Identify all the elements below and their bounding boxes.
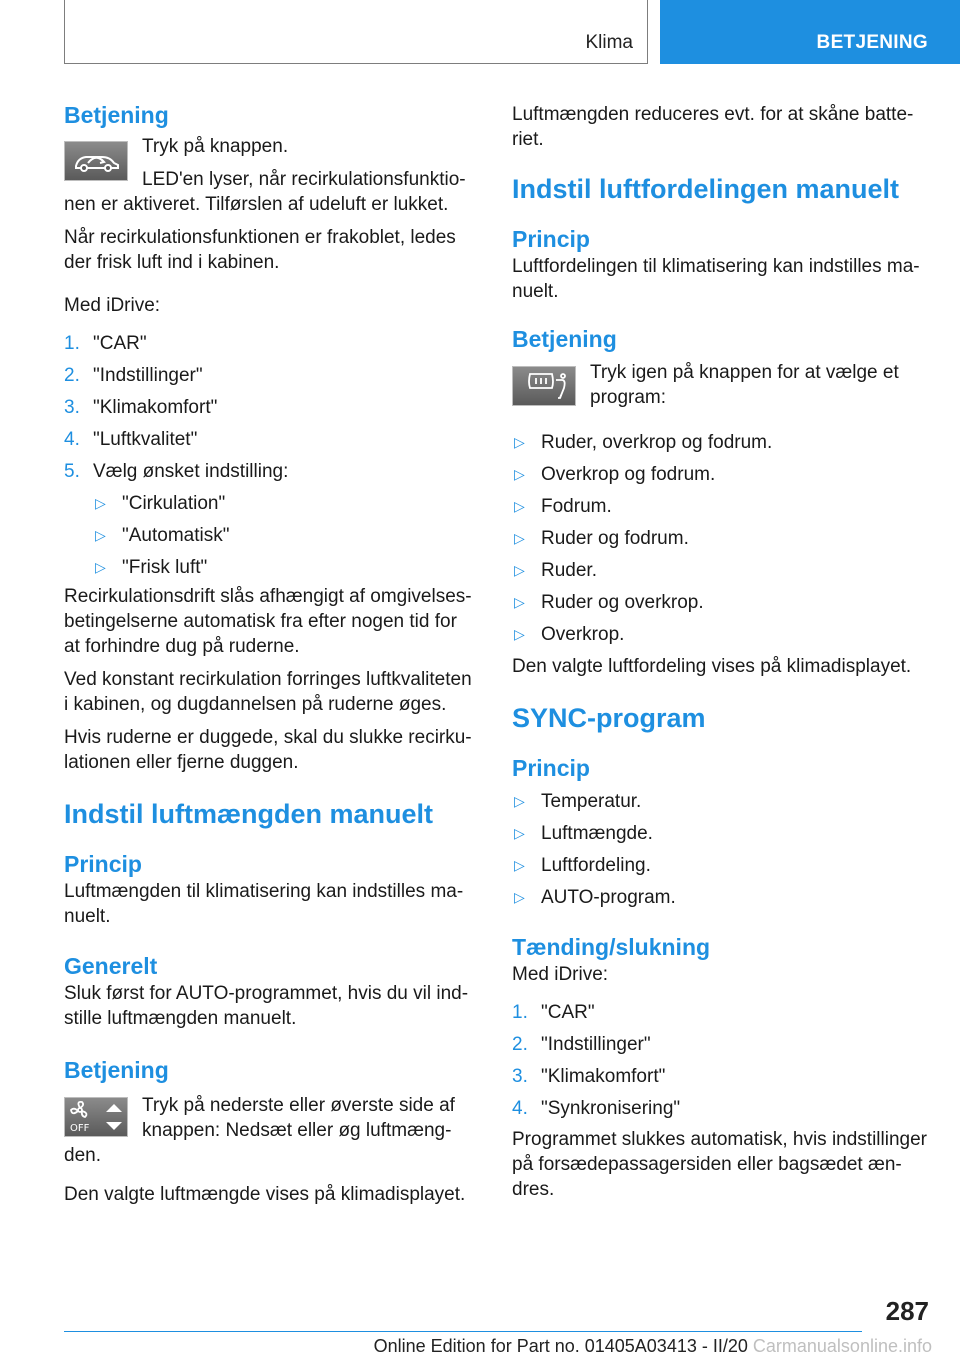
air-distribution-instruction: [512, 360, 930, 410]
footer-edition-line: [0, 1334, 932, 1359]
triangle-bullet-icon: ▷: [95, 559, 106, 575]
list-item: ▷ Ruder og overkrop.: [514, 592, 704, 613]
heading-generelt: Generelt: [64, 953, 158, 979]
heading-betjening: Betjening: [512, 326, 617, 352]
list-item: ▷ AUTO-program.: [514, 887, 676, 908]
list-item: 1. "CAR": [64, 333, 147, 354]
paragraph: Når recirkulationsfunktionen er frakoblet, ledes der frisk luft ind i kabinen.: [64, 227, 456, 273]
fan-speed-instruction: [64, 1093, 476, 1168]
list-item: ▷ Overkrop og fodrum.: [514, 464, 716, 485]
triangle-bullet-icon: ▷: [95, 495, 106, 511]
left-column: [64, 100, 476, 1207]
list-item: 4. "Luftkvalitet": [64, 429, 198, 450]
triangle-bullet-icon: ▷: [514, 530, 525, 546]
heading-taending: Tænding/slukning: [512, 934, 711, 960]
list-item: 2. "Indstillinger": [512, 1034, 651, 1055]
fan-speed-text: Tryk på nederste eller øverste side af knappen: Nedsæt eller øg luftmæng-den.: [64, 1095, 455, 1166]
header-section-box: [64, 0, 648, 64]
triangle-bullet-icon: ▷: [514, 889, 525, 905]
footer-edition: Online Edition for Part no. 01405A03413 - II/20: [373, 1336, 748, 1356]
recirculation-button-icon: [64, 141, 128, 181]
triangle-bullet-icon: ▷: [514, 626, 525, 642]
heading-princip: Princip: [512, 226, 590, 252]
paragraph: Luftmængden til klimatisering kan indstilles ma-nuelt.: [64, 881, 464, 927]
heading-betjening: Betjening: [64, 102, 169, 128]
paragraph: Luftfordelingen til klimatisering kan indstilles ma-nuelt.: [512, 256, 920, 302]
list-item: 3. "Klimakomfort": [512, 1066, 666, 1087]
paragraph: Programmet slukkes automatisk, hvis indstillinger på forsædepassagersiden eller bagsædet æn-dres.: [512, 1129, 927, 1200]
recirculation-text2: LED'en lyser, når recirkulationsfunktio-nen er aktiveret. Tilførslen af udeluft er lukket.: [64, 169, 466, 215]
triangle-bullet-icon: ▷: [514, 594, 525, 610]
list-item: 4. "Synkronisering": [512, 1098, 681, 1119]
sync-list: [512, 789, 930, 910]
list-item: ▷ "Frisk luft": [95, 557, 208, 578]
paragraph: Ved konstant recirkulation forringes luftkvaliteten i kabinen, og dugdannelsen på ruderne øges.: [64, 669, 472, 715]
triangle-bullet-icon: ▷: [514, 857, 525, 873]
paragraph: Den valgte luftfordeling vises på klimadisplayet.: [512, 656, 912, 677]
heading-princip: Princip: [64, 851, 142, 877]
list-item: ▷ Ruder.: [514, 560, 597, 581]
idrive-steps-list: [512, 1000, 930, 1121]
footer-divider: [64, 1331, 862, 1332]
list-item: 3. "Klimakomfort": [64, 397, 218, 418]
heading-luftmaengde: Indstil luftmængden manuelt: [64, 799, 433, 829]
triangle-bullet-icon: ▷: [514, 825, 525, 841]
option-sublist: [64, 491, 476, 580]
heading-sync-program: SYNC-program: [512, 703, 706, 733]
air-distribution-text: Tryk igen på knappen for at vælge et program:: [590, 362, 899, 408]
heading-princip: Princip: [512, 755, 590, 781]
idrive-steps-list: [64, 331, 476, 484]
list-item: ▷ Luftfordeling.: [514, 855, 651, 876]
paragraph: Luftmængden reduceres evt. for at skåne batte-riet.: [512, 104, 914, 150]
paragraph: Recirkulationsdrift slås afhængigt af omgivelses-betingelserne automatisk fra efter nogen tid for at forhindre dug på ruderne.: [64, 586, 472, 657]
triangle-bullet-icon: ▷: [95, 527, 106, 543]
list-item: ▷ Luftmængde.: [514, 823, 653, 844]
list-item: ▷ "Cirkulation": [95, 493, 226, 514]
heading-luftfordeling: Indstil luftfordelingen manuelt: [512, 174, 899, 204]
paragraph: Med iDrive:: [512, 964, 609, 985]
list-item: ▷ Temperatur.: [514, 791, 642, 812]
paragraph: Sluk først for AUTO-programmet, hvis du vil ind-stille luftmængden manuelt.: [64, 983, 469, 1029]
air-distribution-button-icon: [512, 366, 576, 406]
list-item: ▷ Ruder, overkrop og fodrum.: [514, 432, 773, 453]
list-item: 2. "Indstillinger": [64, 365, 203, 386]
header-section-title: Klima: [585, 32, 633, 53]
list-item: 5. Vælg ønsket indstilling:: [64, 461, 289, 482]
program-list: [512, 430, 930, 647]
right-column: [512, 100, 930, 1202]
list-item: ▷ "Automatisk": [95, 525, 230, 546]
header-chapter-tab: [660, 0, 960, 64]
triangle-bullet-icon: ▷: [514, 562, 525, 578]
paragraph: Med iDrive:: [64, 295, 161, 316]
page-number: 287: [885, 1296, 929, 1326]
recirculation-text1: Tryk på knappen.: [142, 136, 289, 157]
triangle-bullet-icon: ▷: [514, 498, 525, 514]
triangle-bullet-icon: ▷: [514, 793, 525, 809]
fan-speed-button-icon: [64, 1097, 128, 1137]
triangle-bullet-icon: ▷: [514, 466, 525, 482]
recirculation-instruction: [64, 134, 476, 217]
header-chapter-title: BETJENING: [816, 32, 928, 53]
list-item: ▷ Ruder og fodrum.: [514, 528, 689, 549]
list-item: ▷ Fodrum.: [514, 496, 612, 517]
paragraph: Den valgte luftmængde vises på klimadisplayet.: [64, 1184, 466, 1205]
list-item: ▷ Overkrop.: [514, 624, 625, 645]
fan-off-label: OFF: [70, 1123, 90, 1134]
paragraph: Hvis ruderne er duggede, skal du slukke recirku-lationen eller fjerne duggen.: [64, 727, 472, 773]
heading-betjening: Betjening: [64, 1057, 169, 1083]
triangle-bullet-icon: ▷: [514, 434, 525, 450]
footer-watermark: Carmanualsonline.info: [752, 1336, 932, 1356]
list-item: 1. "CAR": [512, 1002, 595, 1023]
